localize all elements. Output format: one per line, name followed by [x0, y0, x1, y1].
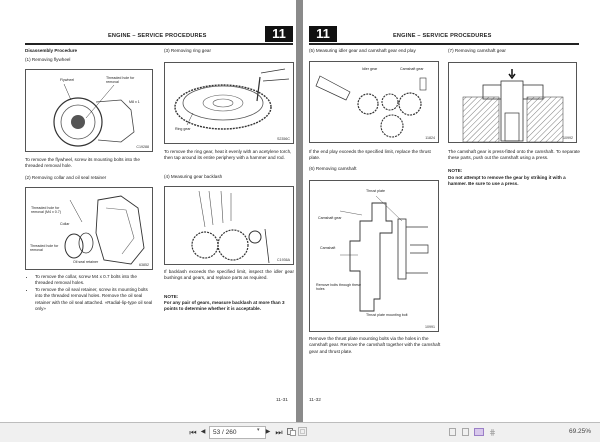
label-oil-seal-retainer: Oil seal retainer: [73, 260, 99, 264]
figure-code: C1936A: [277, 258, 290, 262]
page-number: 11-31: [276, 398, 288, 403]
gear-backlash-illustration: [165, 187, 293, 264]
figure-code: C19288: [136, 145, 149, 149]
figure-flywheel: [25, 69, 153, 152]
label-bolt-size: M8 x 1: [129, 100, 140, 104]
label-threaded-hole-m4: Threaded hole for removal (M4 x 0.7): [31, 206, 61, 214]
pdf-page-right: [303, 0, 600, 422]
step-title: (3) Removing ring gear: [164, 48, 211, 53]
figure-code: S2356C: [277, 137, 290, 141]
bullet-item: • To remove the oil seal retainer, screw its mounting bolts into the threaded removal holes. Remove the oil seal retainer with the oil seal attached. «Radial-lip-type oil seal only»: [35, 287, 155, 313]
figure-code: 63852: [139, 263, 149, 267]
press-illustration: [449, 63, 576, 142]
page-number-input[interactable]: 53 / 260: [209, 426, 266, 439]
step-title: (7) Removing camshaft gear: [448, 48, 506, 53]
two-page-continuous-view-icon[interactable]: ⋕: [489, 428, 496, 437]
label-collar: Collar: [60, 222, 70, 226]
section-title: Disassembly Procedure: [25, 48, 78, 53]
header-rule: [309, 43, 579, 45]
figure-code: 11824: [425, 136, 435, 140]
first-page-button[interactable]: ⏮: [189, 428, 197, 437]
step-text: To remove the ring gear, heat it evenly with an acetylene torch, then tap around its entire periphery with a hammer and rod.: [164, 149, 292, 161]
label-idler-gear: Idler gear: [362, 67, 378, 71]
bullet-list: [25, 274, 155, 312]
collar-retainer-illustration: [26, 188, 152, 269]
figure-end-play: [309, 61, 439, 143]
navigation-toolbar: [0, 422, 600, 442]
figure-gear-backlash: [164, 186, 294, 265]
last-page-button[interactable]: ⏭: [275, 428, 283, 437]
note-label: NOTE:: [448, 168, 463, 173]
figure-ring-gear: [164, 62, 294, 144]
label-thrust-plate: Thrust plate: [366, 189, 385, 193]
ring-gear-illustration: [165, 63, 293, 143]
label-flywheel: Flywheel: [60, 78, 75, 82]
end-play-illustration: [310, 62, 438, 142]
figure-collar-seal-retainer: [25, 187, 153, 270]
label-ring-gear: Ring gear: [175, 127, 191, 131]
single-page-view-icon[interactable]: [449, 428, 456, 436]
step-title: (2) Removing collar and oil seal retainer: [25, 175, 107, 180]
page-header-title: ENGINE – SERVICE PROCEDURES: [108, 33, 207, 39]
copy-page-icon[interactable]: [287, 427, 296, 438]
figure-camshaft: [309, 180, 439, 332]
page-header-title: ENGINE – SERVICE PROCEDURES: [393, 33, 492, 39]
step-text: The camshaft gear is press-fitted onto the camshaft. To separate these parts, push out the camshaft using a press.: [448, 149, 580, 161]
label-camshaft-gear: Camshaft gear: [400, 67, 424, 71]
step-title: (6) Removing camshaft: [309, 166, 357, 171]
zoom-level[interactable]: 69.25%: [569, 428, 592, 435]
label-threaded-hole-removal: Threaded hole for removal: [30, 244, 59, 252]
note-label: NOTE:: [164, 294, 179, 299]
figure-code: 10992: [563, 136, 573, 140]
step-text: If the end play exceeds the specified limit, replace the thrust plate.: [309, 149, 431, 161]
page-number: 11-32: [309, 398, 321, 403]
note-text: For any pair of gears, measure backlash at more than 3 points to determine whether it is acceptable.: [164, 300, 285, 312]
label-camshaft: Camshaft: [320, 246, 336, 250]
figure-camshaft-gear-press: [448, 62, 577, 143]
camshaft-illustration: [310, 181, 438, 331]
label-threaded-hole: Threaded hole for removal: [106, 76, 135, 84]
step-text: To remove the flywheel, screw its mounting bolts into the threaded removal hole.: [25, 157, 140, 169]
label-thrust-plate-bolt: Thrust plate mounting bolt: [366, 313, 408, 317]
chapter-badge: 11: [309, 26, 337, 42]
note-text: Do not attempt to remove the gear by striking it with a hammer. Be sure to use a press.: [448, 175, 566, 187]
step-title: (5) Measuring idler gear and camshaft gear end play: [309, 48, 416, 53]
continuous-view-icon[interactable]: [462, 428, 469, 436]
label-remove-bolts: Remove bolts through these holes: [316, 283, 361, 291]
previous-page-button[interactable]: ◀: [200, 429, 206, 435]
bullet-item: • To remove the collar, screw M4 x 0.7 bolts into the threaded removal holes.: [35, 274, 155, 287]
two-page-view-icon[interactable]: [474, 428, 484, 436]
step-title: (1) Removing flywheel: [25, 57, 71, 62]
label-camshaft-gear: Camshaft gear: [318, 216, 342, 220]
pdf-page-left: [0, 0, 296, 422]
figure-code: 10991: [425, 325, 435, 329]
next-page-button[interactable]: ▶: [265, 429, 271, 435]
step-text: Remove the thrust plate mounting bolts via the holes in the camshaft gear. Remove the camshaft together with the camshaft gear and thrust plate.: [309, 336, 441, 354]
step-title: (4) Measuring gear backlash: [164, 174, 223, 179]
chevron-down-icon[interactable]: ▾: [257, 427, 260, 433]
chapter-badge: 11: [265, 26, 293, 42]
step-text: If backlash exceeds the specified limit, inspect the idler gear bushings and gears, and replace parts as required.: [164, 269, 294, 281]
fit-page-icon[interactable]: [298, 427, 307, 438]
header-rule: [25, 43, 293, 45]
